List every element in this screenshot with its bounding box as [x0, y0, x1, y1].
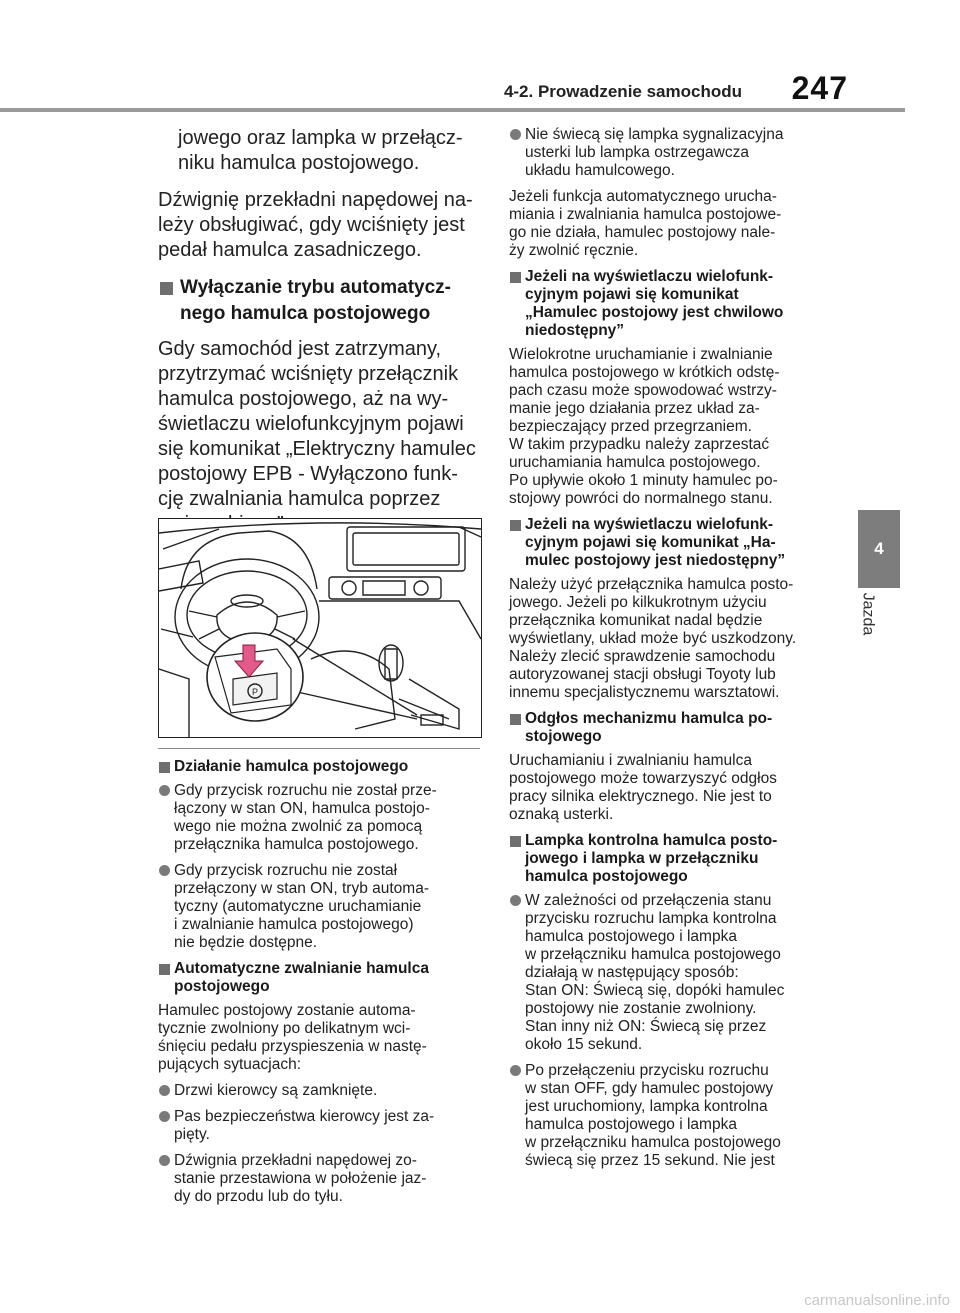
svg-text:P: P: [252, 687, 259, 697]
bullet-seatbelt: Pas bezpieczeństwa kierowcy jest za- pięty.: [158, 1108, 480, 1144]
section-divider: [158, 748, 480, 749]
page-number: 247: [791, 70, 848, 106]
chapter-name: Jazda: [859, 592, 877, 636]
auto-release-text: Hamulec postojowy zostanie automa- tycznie zwolniony po delikatnym wci- śnięciu pedału przyspieszenia w nastę- pujących sytuacjach:: [158, 1002, 427, 1073]
unavailable-text: Należy użyć przełącznika hamulca posto- jowego. Jeżeli po kilkukrotnym użyciu przełącznika komunikat nadal będzie wyświetlany, układ może być uszkodzony. Należy zlecić sprawdzenie samochodu autoryzowanej stacji obsługi Toyoty lub innemu specjalistycznemu warsztatowi.: [509, 576, 797, 701]
heading-unavailable: Jeżeli na wyświetlaczu wielofunk- cyjnym pojawi się komunikat „Ha- mulec postojowy jest niedostępny”: [509, 516, 834, 570]
parking-brake-illustration: [158, 518, 482, 738]
zoomed-switch-panel: [207, 633, 303, 721]
bullet-lamp-behavior: W zależności od przełączenia stanu przycisku rozruchu lampka kontrolna hamulca postojowego i lampka w przełączniku hamulca postojowego działają w następujący sposób: Stan ON: Świecą się, dopóki hamulec postojowy nie zostanie zwolniony. Stan inny niż ON: Świecą się przez około 15 sekund.: [509, 892, 834, 1054]
header-divider: [0, 108, 905, 112]
left-column: [158, 126, 478, 549]
continued-paragraph: jowego oraz lampka w przełącz- niku hamulca postojowego.: [178, 127, 463, 174]
callout-lines: [293, 639, 417, 719]
heading-parking-brake-operation: Działanie hamulca postojowego: [158, 758, 480, 776]
heading-indicator-lamps: Lampka kontrolna hamulca posto- jowego i lampka w przełączniku hamulca postojowego: [509, 832, 834, 886]
heading-auto-release: Automatyczne zwalnianie hamulca postojowego: [158, 960, 480, 996]
left-column-notes: [158, 758, 480, 1214]
bullet-warning-lights: Nie świecą się lampka sygnalizacyjna usterki lub lampka ostrzegawcza układu hamulcowego.: [509, 126, 834, 180]
right-column: [509, 126, 834, 1178]
watermark: carmanualsonline.info: [804, 1292, 950, 1309]
heading-mechanism-noise: Odgłos mechanizmu hamulca po- stojowego: [509, 710, 834, 746]
manual-release-text: Jeżeli funkcja automatycznego urucha- miania i zwalniania hamulca postojowe- go nie działa, hamulec postojowy nale- ży zwolnić ręcznie.: [509, 188, 782, 259]
bullet-door-closed: Drzwi kierowcy są zamknięte.: [158, 1082, 480, 1100]
bullet-auto-mode-unavailable: Gdy przycisk rozruchu nie został przełączony w stan ON, tryb automa- tyczny (automatyczne uruchamianie i zwalnianie hamulca postojowego) nie będzie dostępne.: [158, 862, 480, 952]
section-title: 4-2. Prowadzenie samochodu: [503, 82, 742, 101]
shift-lever-note: Dźwignię przekładni napędowej na- leży obsługiwać, gdy wciśnięty jest pedał hamulca zasadniczego.: [158, 189, 473, 261]
heading-temporarily-unavailable: Jeżeli na wyświetlaczu wielofunk- cyjnym pojawi się komunikat „Hamulec postojowy jest chwilowo niedostępny”: [509, 268, 834, 340]
bullet-lamp-off-state: Po przełączeniu przycisku rozruchu w stan OFF, gdy hamulec postojowy jest uruchomiony, lampka kontrolna hamulca postojowego i lampka w przełączniku hamulca postojowego świecą się przez 15 sekund. Nie jest: [509, 1062, 834, 1170]
dashboard-diagram: [159, 519, 481, 737]
chapter-label: [859, 585, 892, 645]
overheat-protection-text: Wielokrotne uruchamianie i zwalnianie hamulca postojowego w krótkich odstę- pach czasu może spowodować wstrzy- manie jego działania przez układ za- bezpieczający przed przegrzaniem. W takim przypadku należy zaprzestać uruchamiania hamulca postojowego. Po upływie około 1 minuty hamulec po- stojowy powróci do normalnego stanu.: [509, 346, 780, 507]
chapter-tab[interactable]: 4: [858, 510, 900, 588]
bullet-start-button-off: Gdy przycisk rozruchu nie został prze- łączony w stan ON, hamulca postojo- wego nie można zwolnić za pomocą przełącznika hamulca postojowego.: [158, 782, 480, 854]
disable-auto-mode-text: Gdy samochód jest zatrzymany, przytrzymać wciśnięty przełącznik hamulca postojowego, aż na wy- świetlaczu wielofunkcyjnym pojawi się komunikat „Elektryczny hamulec postojowy EPB - Wyłączono funk- cję zwalniania hamulca poprzez: [158, 338, 476, 510]
bullet-shift-lever: Dźwignia przekładni napędowej zo- stanie przestawiona w położenie jaz- dy do przodu lub do tyłu.: [158, 1152, 480, 1206]
mechanism-noise-text: Uruchamianiu i zwalnianiu hamulca postojowego może towarzyszyć odgłos pracy silnika elektrycznego. Nie jest to oznaką usterki.: [509, 752, 777, 823]
heading-disable-auto-mode: Wyłączanie trybu automatycz- nego hamulca postojowego: [158, 275, 478, 327]
